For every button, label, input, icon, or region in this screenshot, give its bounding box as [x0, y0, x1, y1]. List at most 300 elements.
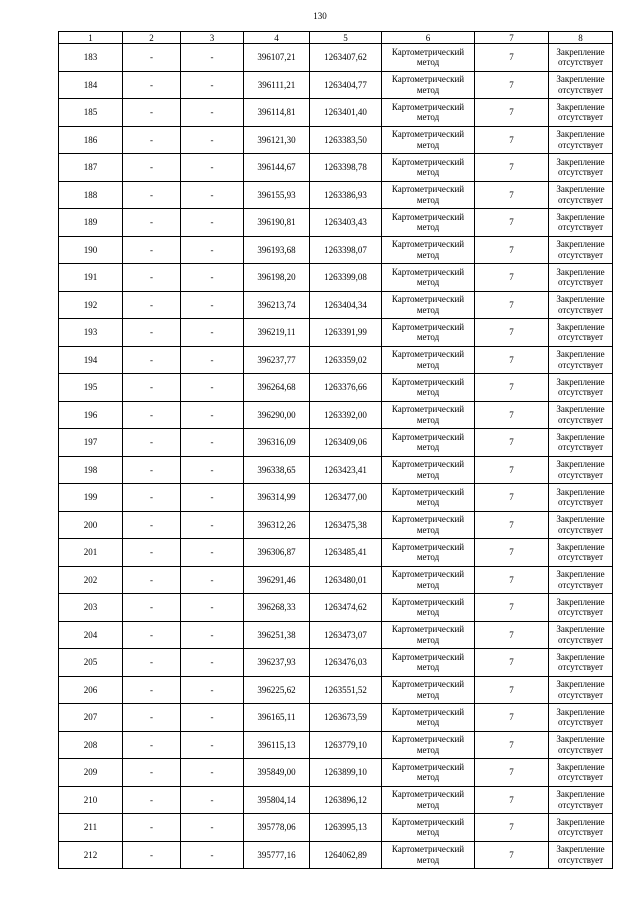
- column-3-cell: -: [181, 814, 244, 842]
- column-3-cell: -: [181, 511, 244, 539]
- method-cell-line: Картометрический: [391, 514, 465, 525]
- table-row: [59, 401, 613, 429]
- coordinates-table: [58, 31, 613, 869]
- method-cell: [382, 841, 475, 869]
- fixation-cell-line: Закрепление: [556, 844, 605, 855]
- table-row: [59, 126, 613, 154]
- method-cell-line: метод: [416, 579, 440, 590]
- table-row: [59, 649, 613, 677]
- x-coordinate-cell: 396338,65: [244, 456, 310, 484]
- method-cell-line: Картометрический: [391, 844, 465, 855]
- column-3-cell: -: [181, 99, 244, 127]
- method-cell-line: Картометрический: [391, 486, 465, 497]
- fixation-cell-line: отсутствует: [557, 249, 604, 260]
- method-cell-line: Картометрический: [391, 239, 465, 250]
- fixation-cell: [549, 566, 613, 594]
- column-3-cell: -: [181, 539, 244, 567]
- point-number-cell: 190: [59, 236, 123, 264]
- x-coordinate-cell: 396165,11: [244, 704, 310, 732]
- x-coordinate-cell: 396190,81: [244, 209, 310, 237]
- method-cell-line: Картометрический: [391, 46, 465, 57]
- fixation-cell-line: отсутствует: [557, 607, 604, 618]
- point-number-cell: 188: [59, 181, 123, 209]
- column-2-cell: -: [123, 814, 181, 842]
- x-coordinate-cell: 395777,16: [244, 841, 310, 869]
- method-cell: [382, 484, 475, 512]
- table-row: [59, 99, 613, 127]
- method-cell: [382, 731, 475, 759]
- method-cell: [382, 566, 475, 594]
- method-cell-line: метод: [416, 222, 440, 233]
- column-3-cell: -: [181, 291, 244, 319]
- point-number-cell: 185: [59, 99, 123, 127]
- fixation-cell-line: отсутствует: [557, 827, 604, 838]
- fixation-cell: [549, 511, 613, 539]
- column-2-cell: -: [123, 429, 181, 457]
- column-3-cell: -: [181, 566, 244, 594]
- x-coordinate-cell: 396225,62: [244, 676, 310, 704]
- method-cell: [382, 649, 475, 677]
- y-coordinate-cell: 1263399,08: [310, 264, 382, 292]
- fixation-cell-line: отсутствует: [557, 662, 604, 673]
- accuracy-cell: 7: [475, 401, 549, 429]
- method-cell-line: метод: [416, 799, 440, 810]
- fixation-cell: [549, 841, 613, 869]
- fixation-cell: [549, 814, 613, 842]
- point-number-cell: 200: [59, 511, 123, 539]
- method-cell: [382, 374, 475, 402]
- x-coordinate-cell: 396155,93: [244, 181, 310, 209]
- column-3-cell: -: [181, 429, 244, 457]
- table-row: [59, 209, 613, 237]
- y-coordinate-cell: 1263383,50: [310, 126, 382, 154]
- column-2-cell: -: [123, 539, 181, 567]
- point-number-cell: 184: [59, 71, 123, 99]
- y-coordinate-cell: 1263409,06: [310, 429, 382, 457]
- method-cell-line: метод: [416, 469, 440, 480]
- fixation-cell: [549, 759, 613, 787]
- column-2-cell: -: [123, 99, 181, 127]
- method-cell: [382, 786, 475, 814]
- fixation-cell-line: отсутствует: [557, 634, 604, 645]
- x-coordinate-cell: 395804,14: [244, 786, 310, 814]
- column-3-cell: -: [181, 731, 244, 759]
- column-3-cell: -: [181, 649, 244, 677]
- method-cell-line: метод: [416, 277, 440, 288]
- method-cell-line: Картометрический: [391, 734, 465, 745]
- column-3-cell: -: [181, 374, 244, 402]
- column-2-cell: -: [123, 44, 181, 72]
- fixation-cell: [549, 291, 613, 319]
- point-number-cell: 186: [59, 126, 123, 154]
- fixation-cell: [549, 319, 613, 347]
- column-2-cell: -: [123, 566, 181, 594]
- fixation-cell: [549, 401, 613, 429]
- fixation-cell-line: Закрепление: [556, 761, 605, 772]
- table-row: [59, 511, 613, 539]
- y-coordinate-cell: 1263407,62: [310, 44, 382, 72]
- column-3-cell: -: [181, 786, 244, 814]
- x-coordinate-cell: 396219,11: [244, 319, 310, 347]
- method-cell: [382, 319, 475, 347]
- accuracy-cell: 7: [475, 814, 549, 842]
- fixation-cell-line: отсутствует: [557, 332, 604, 343]
- point-number-cell: 191: [59, 264, 123, 292]
- column-2-cell: -: [123, 594, 181, 622]
- fixation-cell: [549, 704, 613, 732]
- method-cell: [382, 429, 475, 457]
- fixation-cell-line: Закрепление: [556, 349, 605, 360]
- page-number: 130: [313, 11, 327, 21]
- fixation-cell-line: Закрепление: [556, 101, 605, 112]
- method-cell: [382, 621, 475, 649]
- method-cell: [382, 126, 475, 154]
- method-cell-line: метод: [416, 414, 440, 425]
- method-cell-line: Картометрический: [391, 156, 465, 167]
- x-coordinate-cell: 396291,46: [244, 566, 310, 594]
- column-2-cell: -: [123, 374, 181, 402]
- x-coordinate-cell: 396237,93: [244, 649, 310, 677]
- column-3-cell: -: [181, 456, 244, 484]
- method-cell-line: метод: [416, 854, 440, 865]
- column-2-cell: -: [123, 676, 181, 704]
- method-cell-line: метод: [416, 524, 440, 535]
- accuracy-cell: 7: [475, 759, 549, 787]
- point-number-cell: 195: [59, 374, 123, 402]
- method-cell-line: Картометрический: [391, 624, 465, 635]
- fixation-cell-line: Закрепление: [556, 569, 605, 580]
- y-coordinate-cell: 1263485,41: [310, 539, 382, 567]
- method-cell-line: Картометрический: [391, 679, 465, 690]
- point-number-cell: 187: [59, 154, 123, 182]
- column-header: 8: [549, 32, 613, 44]
- column-2-cell: -: [123, 786, 181, 814]
- method-cell-line: метод: [416, 552, 440, 563]
- method-cell-line: Картометрический: [391, 651, 465, 662]
- point-number-cell: 193: [59, 319, 123, 347]
- method-cell: [382, 44, 475, 72]
- fixation-cell-line: Закрепление: [556, 239, 605, 250]
- table-row: [59, 181, 613, 209]
- fixation-cell-line: Закрепление: [556, 431, 605, 442]
- table-row: [59, 786, 613, 814]
- accuracy-cell: 7: [475, 99, 549, 127]
- column-3-cell: -: [181, 594, 244, 622]
- column-3-cell: -: [181, 704, 244, 732]
- fixation-cell-line: Закрепление: [556, 294, 605, 305]
- column-header: 3: [181, 32, 244, 44]
- method-cell: [382, 511, 475, 539]
- fixation-cell-line: отсутствует: [557, 579, 604, 590]
- accuracy-cell: 7: [475, 181, 549, 209]
- fixation-cell-line: отсутствует: [557, 442, 604, 453]
- method-cell-line: метод: [416, 634, 440, 645]
- method-cell: [382, 291, 475, 319]
- accuracy-cell: 7: [475, 731, 549, 759]
- fixation-cell-line: отсутствует: [557, 524, 604, 535]
- x-coordinate-cell: 396306,87: [244, 539, 310, 567]
- method-cell-line: Картометрический: [391, 459, 465, 470]
- method-cell: [382, 401, 475, 429]
- fixation-cell: [549, 346, 613, 374]
- column-3-cell: -: [181, 236, 244, 264]
- column-header: 7: [475, 32, 549, 44]
- point-number-cell: 201: [59, 539, 123, 567]
- x-coordinate-cell: 396107,21: [244, 44, 310, 72]
- fixation-cell: [549, 236, 613, 264]
- y-coordinate-cell: 1263392,00: [310, 401, 382, 429]
- point-number-cell: 199: [59, 484, 123, 512]
- method-cell-line: Картометрический: [391, 101, 465, 112]
- fixation-cell-line: отсутствует: [557, 112, 604, 123]
- column-2-cell: -: [123, 71, 181, 99]
- fixation-cell-line: отсутствует: [557, 222, 604, 233]
- method-cell-line: метод: [416, 827, 440, 838]
- method-cell-line: Картометрический: [391, 294, 465, 305]
- point-number-cell: 203: [59, 594, 123, 622]
- fixation-cell: [549, 649, 613, 677]
- table-row: [59, 621, 613, 649]
- fixation-cell-line: Закрепление: [556, 624, 605, 635]
- method-cell-line: метод: [416, 717, 440, 728]
- x-coordinate-cell: 396198,20: [244, 264, 310, 292]
- fixation-cell-line: отсутствует: [557, 744, 604, 755]
- column-3-cell: -: [181, 484, 244, 512]
- table-row: [59, 346, 613, 374]
- column-3-cell: -: [181, 209, 244, 237]
- column-2-cell: -: [123, 731, 181, 759]
- column-2-cell: -: [123, 621, 181, 649]
- method-cell-line: метод: [416, 332, 440, 343]
- fixation-cell-line: Закрепление: [556, 156, 605, 167]
- y-coordinate-cell: 1263476,03: [310, 649, 382, 677]
- method-cell: [382, 456, 475, 484]
- accuracy-cell: 7: [475, 786, 549, 814]
- y-coordinate-cell: 1263474,62: [310, 594, 382, 622]
- column-header: 4: [244, 32, 310, 44]
- x-coordinate-cell: 396144,67: [244, 154, 310, 182]
- y-coordinate-cell: 1263398,78: [310, 154, 382, 182]
- method-cell-line: метод: [416, 139, 440, 150]
- fixation-cell: [549, 264, 613, 292]
- x-coordinate-cell: 396237,77: [244, 346, 310, 374]
- column-3-cell: -: [181, 621, 244, 649]
- fixation-cell-line: отсутствует: [557, 304, 604, 315]
- column-3-cell: -: [181, 841, 244, 869]
- column-2-cell: -: [123, 649, 181, 677]
- method-cell-line: метод: [416, 304, 440, 315]
- fixation-cell-line: Закрепление: [556, 486, 605, 497]
- fixation-cell-line: Закрепление: [556, 734, 605, 745]
- column-3-cell: -: [181, 126, 244, 154]
- column-3-cell: -: [181, 401, 244, 429]
- method-cell: [382, 814, 475, 842]
- fixation-cell-line: Закрепление: [556, 266, 605, 277]
- column-2-cell: -: [123, 484, 181, 512]
- method-cell-line: Картометрический: [391, 431, 465, 442]
- table-row: [59, 456, 613, 484]
- y-coordinate-cell: 1263473,07: [310, 621, 382, 649]
- method-cell-line: метод: [416, 57, 440, 68]
- column-3-cell: -: [181, 181, 244, 209]
- method-cell-line: метод: [416, 442, 440, 453]
- fixation-cell: [549, 676, 613, 704]
- y-coordinate-cell: 1263896,12: [310, 786, 382, 814]
- accuracy-cell: 7: [475, 374, 549, 402]
- fixation-cell-line: Закрепление: [556, 321, 605, 332]
- accuracy-cell: 7: [475, 511, 549, 539]
- method-cell: [382, 154, 475, 182]
- accuracy-cell: 7: [475, 484, 549, 512]
- accuracy-cell: 7: [475, 71, 549, 99]
- fixation-cell-line: Закрепление: [556, 376, 605, 387]
- column-2-cell: -: [123, 154, 181, 182]
- column-2-cell: -: [123, 401, 181, 429]
- method-cell: [382, 181, 475, 209]
- fixation-cell-line: Закрепление: [556, 679, 605, 690]
- method-cell-line: метод: [416, 689, 440, 700]
- method-cell-line: метод: [416, 249, 440, 260]
- method-cell-line: Картометрический: [391, 569, 465, 580]
- accuracy-cell: 7: [475, 621, 549, 649]
- accuracy-cell: 7: [475, 154, 549, 182]
- y-coordinate-cell: 1263995,13: [310, 814, 382, 842]
- fixation-cell-line: Закрепление: [556, 74, 605, 85]
- fixation-cell: [549, 594, 613, 622]
- x-coordinate-cell: 396264,68: [244, 374, 310, 402]
- fixation-cell: [549, 621, 613, 649]
- fixation-cell-line: Закрепление: [556, 651, 605, 662]
- point-number-cell: 183: [59, 44, 123, 72]
- method-cell-line: Картометрический: [391, 129, 465, 140]
- x-coordinate-cell: 396251,38: [244, 621, 310, 649]
- y-coordinate-cell: 1263403,43: [310, 209, 382, 237]
- point-number-cell: 194: [59, 346, 123, 374]
- column-header: 5: [310, 32, 382, 44]
- method-cell-line: метод: [416, 112, 440, 123]
- method-cell-line: метод: [416, 497, 440, 508]
- fixation-cell-line: отсутствует: [557, 167, 604, 178]
- accuracy-cell: 7: [475, 291, 549, 319]
- x-coordinate-cell: 396268,33: [244, 594, 310, 622]
- column-3-cell: -: [181, 319, 244, 347]
- fixation-cell-line: отсутствует: [557, 552, 604, 563]
- accuracy-cell: 7: [475, 346, 549, 374]
- column-header: 6: [382, 32, 475, 44]
- fixation-cell: [549, 71, 613, 99]
- column-2-cell: -: [123, 209, 181, 237]
- column-2-cell: -: [123, 264, 181, 292]
- table-row: [59, 841, 613, 869]
- method-cell: [382, 236, 475, 264]
- point-number-cell: 210: [59, 786, 123, 814]
- fixation-cell-line: отсутствует: [557, 717, 604, 728]
- x-coordinate-cell: 396111,21: [244, 71, 310, 99]
- fixation-cell-line: Закрепление: [556, 184, 605, 195]
- fixation-cell-line: отсутствует: [557, 387, 604, 398]
- fixation-cell-line: отсутствует: [557, 772, 604, 783]
- column-3-cell: -: [181, 264, 244, 292]
- fixation-cell: [549, 456, 613, 484]
- method-cell-line: метод: [416, 744, 440, 755]
- method-cell: [382, 209, 475, 237]
- accuracy-cell: 7: [475, 566, 549, 594]
- point-number-cell: 198: [59, 456, 123, 484]
- fixation-cell-line: Закрепление: [556, 404, 605, 415]
- fixation-cell: [549, 209, 613, 237]
- column-2-cell: -: [123, 346, 181, 374]
- column-3-cell: -: [181, 44, 244, 72]
- column-header: 1: [59, 32, 123, 44]
- fixation-cell-line: отсутствует: [557, 194, 604, 205]
- fixation-cell-line: отсутствует: [557, 57, 604, 68]
- column-2-cell: -: [123, 704, 181, 732]
- table-row: [59, 731, 613, 759]
- point-number-cell: 207: [59, 704, 123, 732]
- table-row: [59, 374, 613, 402]
- method-cell-line: Картометрический: [391, 211, 465, 222]
- x-coordinate-cell: 396213,74: [244, 291, 310, 319]
- fixation-cell-line: Закрепление: [556, 706, 605, 717]
- accuracy-cell: 7: [475, 264, 549, 292]
- accuracy-cell: 7: [475, 456, 549, 484]
- fixation-cell: [549, 126, 613, 154]
- y-coordinate-cell: 1263899,10: [310, 759, 382, 787]
- accuracy-cell: 7: [475, 704, 549, 732]
- fixation-cell: [549, 99, 613, 127]
- table-row: [59, 71, 613, 99]
- table-header-row: [59, 32, 613, 44]
- x-coordinate-cell: 396193,68: [244, 236, 310, 264]
- fixation-cell-line: отсутствует: [557, 799, 604, 810]
- column-2-cell: -: [123, 319, 181, 347]
- point-number-cell: 211: [59, 814, 123, 842]
- table-row: [59, 704, 613, 732]
- y-coordinate-cell: 1263401,40: [310, 99, 382, 127]
- column-2-cell: -: [123, 236, 181, 264]
- y-coordinate-cell: 1263359,02: [310, 346, 382, 374]
- method-cell: [382, 99, 475, 127]
- accuracy-cell: 7: [475, 539, 549, 567]
- table-row: [59, 291, 613, 319]
- x-coordinate-cell: 396312,26: [244, 511, 310, 539]
- column-3-cell: -: [181, 346, 244, 374]
- x-coordinate-cell: 396290,00: [244, 401, 310, 429]
- x-coordinate-cell: 396121,30: [244, 126, 310, 154]
- method-cell-line: Картометрический: [391, 321, 465, 332]
- fixation-cell-line: отсутствует: [557, 84, 604, 95]
- y-coordinate-cell: 1263386,93: [310, 181, 382, 209]
- fixation-cell-line: отсутствует: [557, 854, 604, 865]
- fixation-cell-line: отсутствует: [557, 497, 604, 508]
- column-3-cell: -: [181, 154, 244, 182]
- method-cell-line: Картометрический: [391, 376, 465, 387]
- accuracy-cell: 7: [475, 649, 549, 677]
- point-number-cell: 209: [59, 759, 123, 787]
- fixation-cell-line: отсутствует: [557, 359, 604, 370]
- fixation-cell-line: отсутствует: [557, 139, 604, 150]
- method-cell-line: метод: [416, 607, 440, 618]
- method-cell-line: Картометрический: [391, 266, 465, 277]
- table-row: [59, 539, 613, 567]
- y-coordinate-cell: 1263673,59: [310, 704, 382, 732]
- table-row: [59, 594, 613, 622]
- method-cell-line: Картометрический: [391, 816, 465, 827]
- fixation-cell-line: Закрепление: [556, 541, 605, 552]
- point-number-cell: 208: [59, 731, 123, 759]
- y-coordinate-cell: 1263779,10: [310, 731, 382, 759]
- accuracy-cell: 7: [475, 126, 549, 154]
